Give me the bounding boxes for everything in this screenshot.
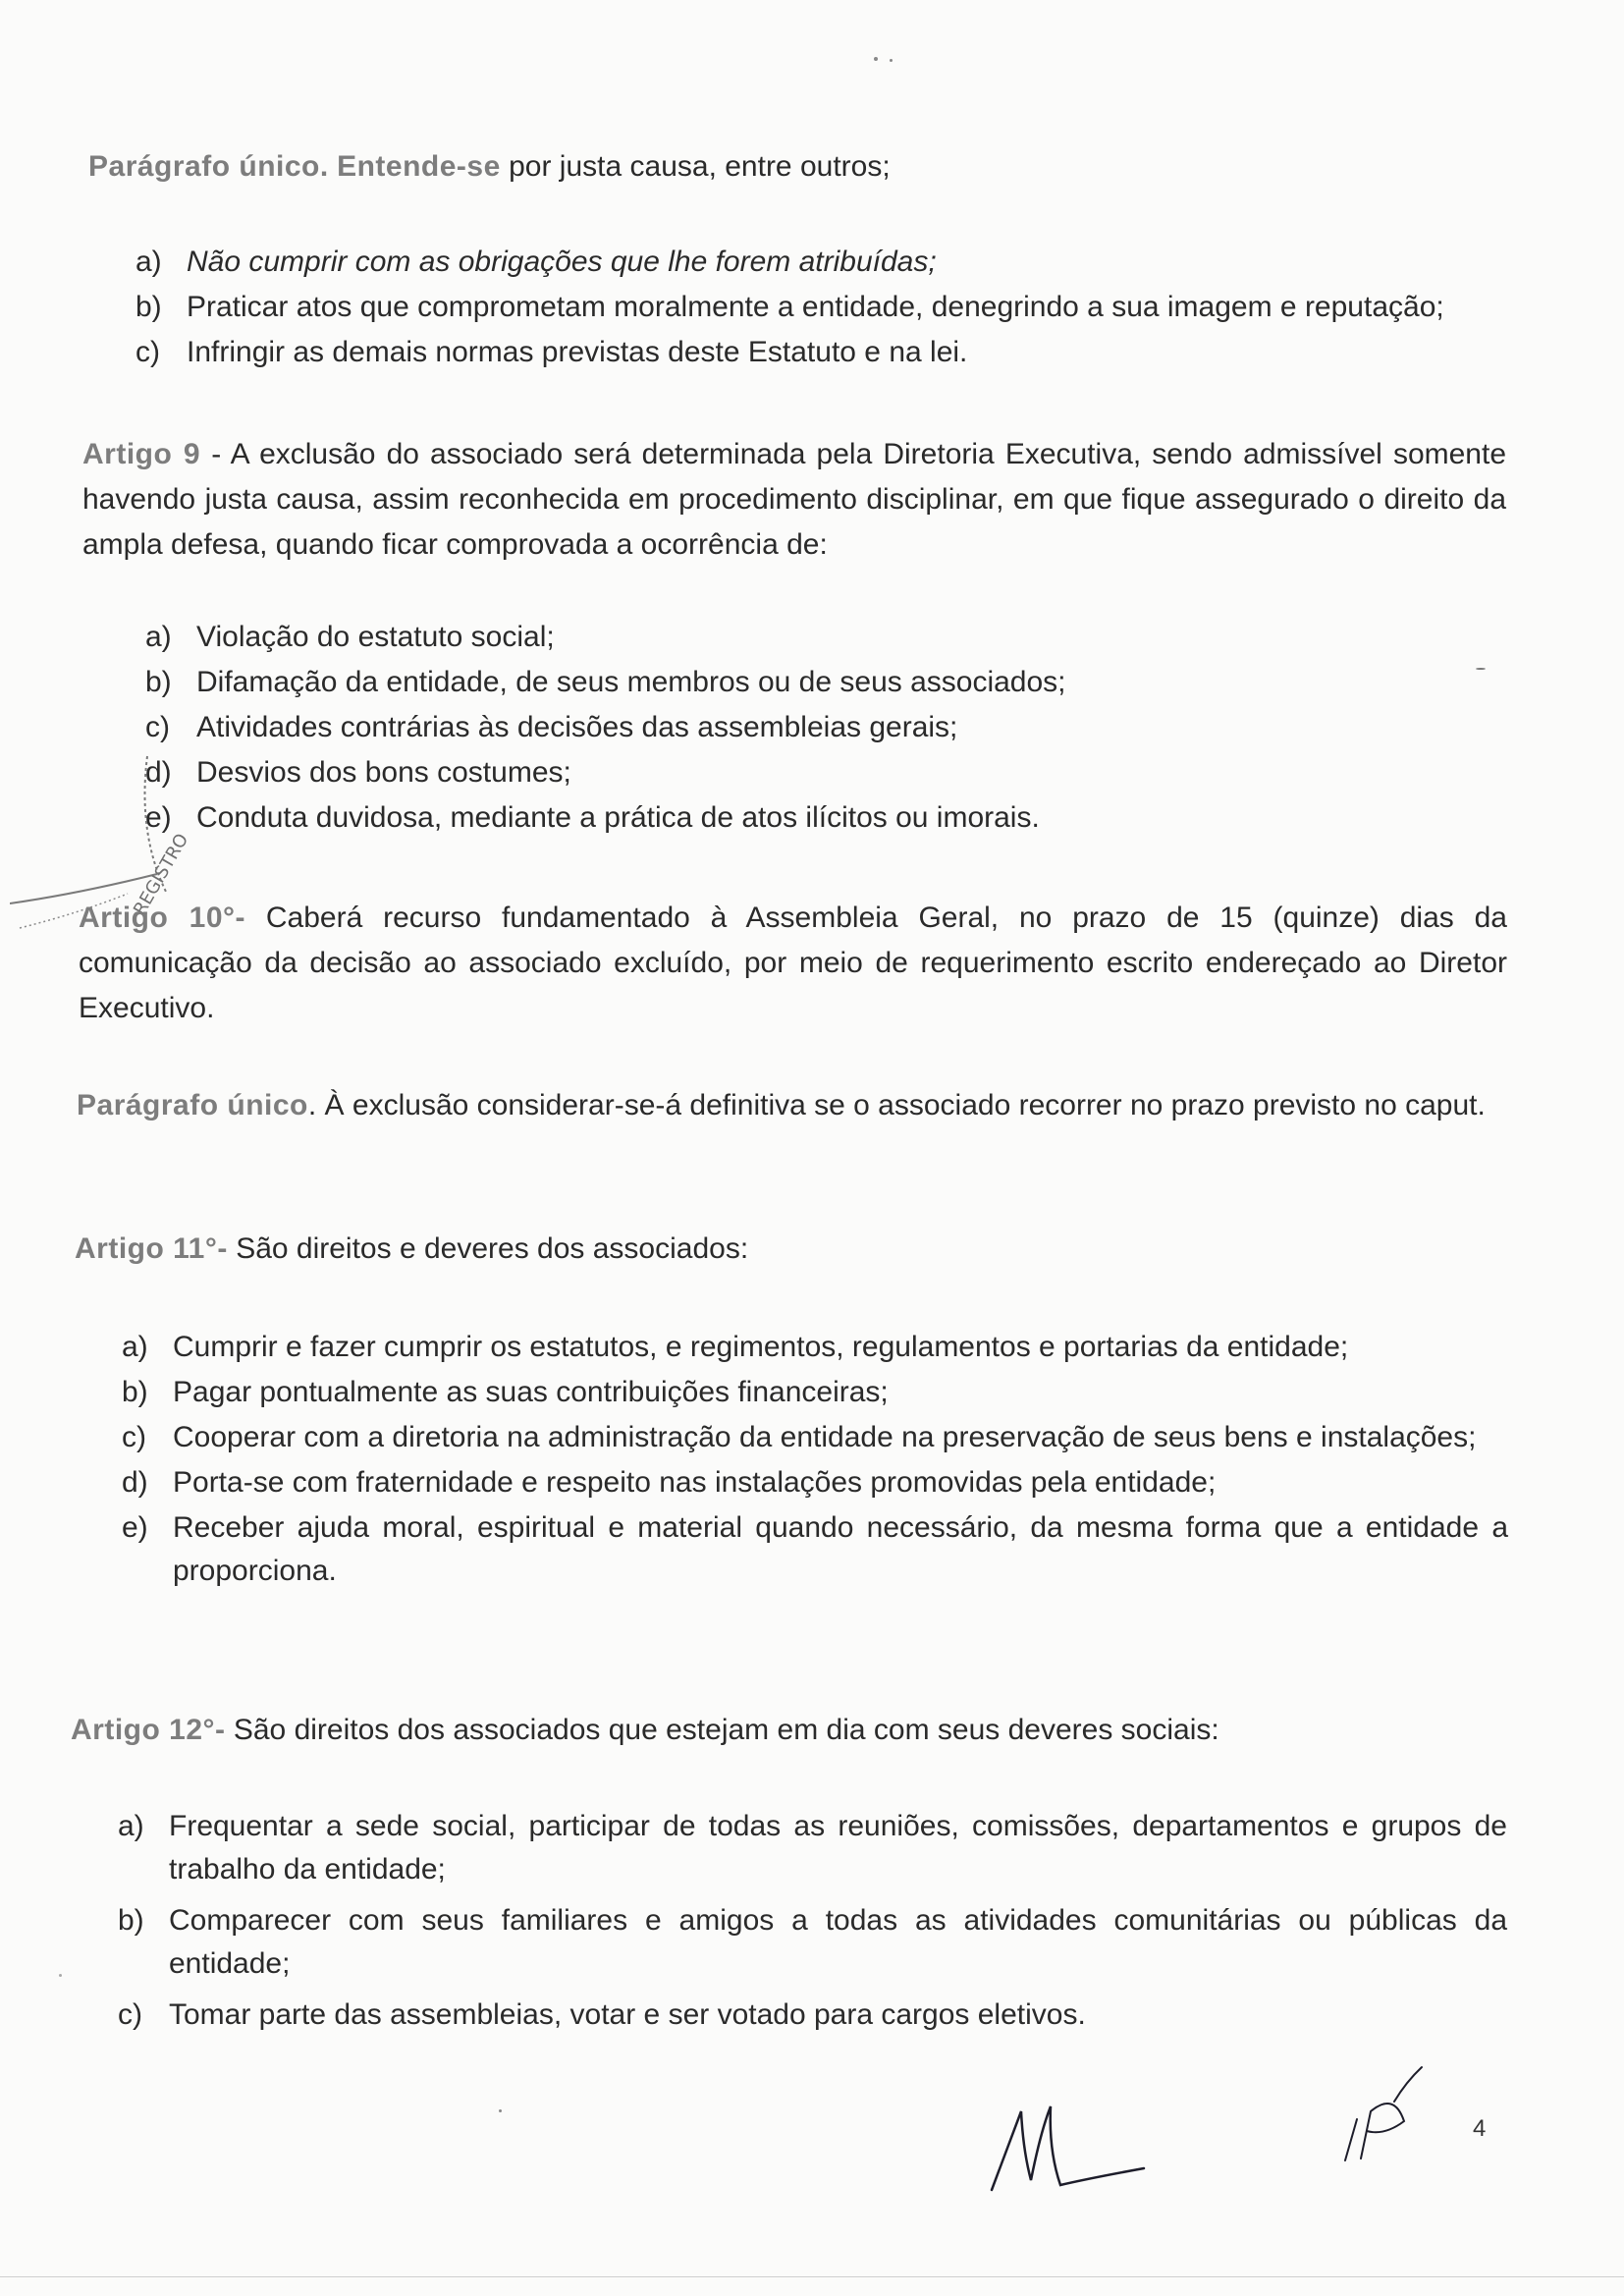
artigo-10-heading: Artigo 10°- xyxy=(79,902,246,934)
artigo-10-text: Caberá recurso fundamentado à Assembleia Geral, no prazo de 15 (quinze) dias da comunicação da decisão ao associado excluído, por meio de requerimento escrito endereçado ao Diretor Executivo. xyxy=(79,902,1507,1024)
artigo-12 xyxy=(71,1709,1494,1752)
list-item-text: Frequentar a sede social, participar de todas as reuniões, comissões, departamentos e grupos de trabalho da entidade; xyxy=(169,1810,1507,1886)
page-edge xyxy=(0,2276,1624,2277)
list-item xyxy=(135,331,1510,374)
list-item xyxy=(145,660,1500,705)
list-item-text: Receber ajuda moral, espiritual e material quando necessário, da mesma forma que a entidade a proporciona. xyxy=(173,1511,1508,1587)
paragraph-heading-term: Entende-se xyxy=(337,150,501,183)
list-item-text: Cumprir e fazer cumprir os estatutos, e regimentos, regulamentos e portarias da entidade; xyxy=(173,1331,1349,1363)
list-marker: a) xyxy=(122,1331,148,1363)
list-marker: c) xyxy=(118,1998,142,2031)
paragraph-unico-1 xyxy=(88,145,1492,189)
artigo-12-text: São direitos dos associados que estejam em dia com seus deveres sociais: xyxy=(225,1714,1219,1746)
scan-speck xyxy=(499,2109,502,2112)
direitos-deveres-list xyxy=(122,1326,1508,1593)
artigo-9-text: - A exclusão do associado será determinada pela Diretoria Executiva, sendo admissível somente havendo justa causa, assim reconhecida em procedimento disciplinar, em que fique assegurado o direito da ampla defesa, quando ficar comprovada a ocorrência de: xyxy=(82,438,1507,561)
list-item xyxy=(122,1371,1508,1414)
justa-causa-list xyxy=(135,241,1510,374)
list-item xyxy=(122,1326,1508,1369)
list-item-text: Desvios dos bons costumes; xyxy=(196,756,571,789)
list-item xyxy=(135,286,1510,329)
list-marker: b) xyxy=(145,666,172,698)
paragraph-text: . À exclusão considerar-se-á definitiva se o associado recorrer no prazo previsto no caput. xyxy=(307,1089,1486,1121)
artigo-12-heading: Artigo 12°- xyxy=(71,1714,226,1746)
direitos-em-dia-list xyxy=(118,1805,1507,2037)
artigo-11-heading: Artigo 11°- xyxy=(75,1232,228,1265)
list-item xyxy=(135,241,1510,284)
list-item xyxy=(145,615,1500,660)
artigo-9 xyxy=(82,432,1506,568)
list-item-text: Infringir as demais normas previstas deste Estatuto e na lei. xyxy=(187,336,968,368)
list-item xyxy=(145,795,1500,841)
artigo-11 xyxy=(75,1228,1498,1271)
list-marker: d) xyxy=(145,756,172,789)
artigo-10 xyxy=(79,896,1507,1031)
signature-2 xyxy=(1335,2062,1453,2170)
list-marker: c) xyxy=(122,1421,146,1453)
scan-speck xyxy=(1476,668,1486,670)
list-marker: b) xyxy=(118,1904,144,1937)
paragraph-unico-2 xyxy=(77,1084,1508,1127)
list-item xyxy=(122,1416,1508,1459)
list-item xyxy=(122,1461,1508,1504)
list-marker: a) xyxy=(135,246,162,278)
list-marker: e) xyxy=(122,1511,148,1544)
list-marker: e) xyxy=(145,801,172,834)
list-item-text: Tomar parte das assembleias, votar e ser votado para cargos eletivos. xyxy=(169,1998,1086,2031)
artigo-11-text: São direitos e deveres dos associados: xyxy=(227,1232,749,1265)
artigo-9-heading: Artigo 9 xyxy=(82,438,201,470)
exclusao-list xyxy=(145,615,1500,841)
scan-speck xyxy=(874,57,878,61)
list-marker: c) xyxy=(145,711,170,743)
list-item xyxy=(122,1506,1508,1593)
list-marker: a) xyxy=(145,621,172,653)
list-item-text: Comparecer com seus familiares e amigos a todas as atividades comunitárias ou públicas da entidade; xyxy=(169,1904,1507,1980)
list-item xyxy=(118,1994,1507,2037)
list-item-text: Violação do estatuto social; xyxy=(196,621,555,653)
list-item xyxy=(118,1899,1507,1986)
list-item xyxy=(145,750,1500,795)
signature-1 xyxy=(982,2092,1159,2200)
list-item xyxy=(145,705,1500,750)
list-item-text: Não cumprir com as obrigações que lhe forem atribuídas; xyxy=(187,246,937,278)
paragraph-heading: Parágrafo único. xyxy=(88,150,329,183)
list-item-text: Atividades contrárias às decisões das assembleias gerais; xyxy=(196,711,958,743)
paragraph-text: por justa causa, entre outros; xyxy=(500,150,891,183)
page-number: 4 xyxy=(1473,2115,1487,2142)
list-marker: b) xyxy=(122,1376,148,1408)
list-item-text: Cooperar com a diretoria na administração da entidade na preservação de seus bens e instalações; xyxy=(173,1421,1477,1453)
list-item xyxy=(118,1805,1507,1891)
stamp-text: REGISTRO xyxy=(129,830,193,919)
list-item-text: Difamação da entidade, de seus membros ou de seus associados; xyxy=(196,666,1066,698)
list-item-text: Pagar pontualmente as suas contribuições financeiras; xyxy=(173,1376,889,1408)
scan-speck xyxy=(890,59,893,62)
list-item-text: Conduta duvidosa, mediante a prática de atos ilícitos ou imorais. xyxy=(196,801,1040,834)
list-marker: a) xyxy=(118,1810,144,1842)
paragraph-heading: Parágrafo único xyxy=(77,1089,308,1121)
list-marker: d) xyxy=(122,1466,148,1499)
list-marker: b) xyxy=(135,291,162,323)
list-item-text: Porta-se com fraternidade e respeito nas instalações promovidas pela entidade; xyxy=(173,1466,1217,1499)
list-marker: c) xyxy=(135,336,160,368)
scan-speck xyxy=(59,1974,62,1977)
list-item-text: Praticar atos que comprometam moralmente a entidade, denegrindo a sua imagem e reputação; xyxy=(187,291,1444,323)
